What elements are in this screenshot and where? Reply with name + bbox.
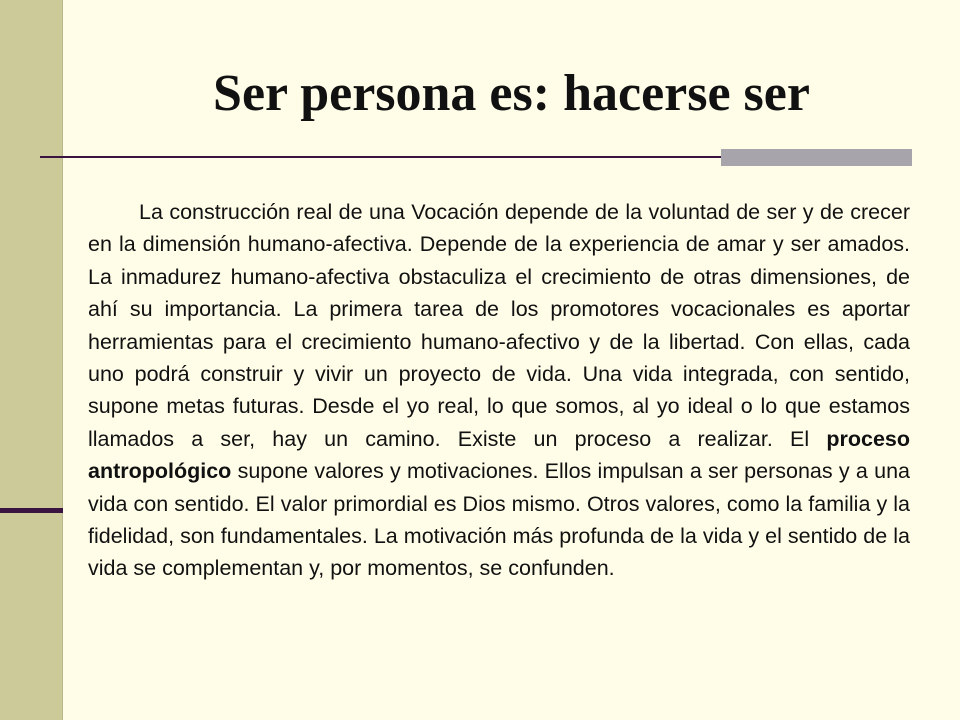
title-emphasis: hacerse ser: [563, 65, 810, 122]
sidebar-accent-line: [0, 508, 63, 513]
body-paragraph: [88, 196, 910, 585]
paragraph-bold-term: proceso antropológico: [88, 426, 910, 484]
paragraph-text-part1: La construcción real de una Vocación depende de la voluntad de ser y de crecer en la dimensión humano-afectiva. Depende de la experiencia de amar y ser amados. La inmadurez humano-afectiva obstaculiza el crecimiento de otras dimensiones, de ahí su importancia. La primera tarea de los promotores vocacionales es aportar herramientas para el crecimiento humano-afectivo y de la libertad. Con ellas, cada uno podrá construir y vivir un proyecto de vida. Una vida integrada, con sentido, supone metas futuras. Desde el yo real, lo que somos, al yo ideal o lo que estamos llamados a ser, hay un camino. Existe un proceso a realizar. El: [88, 200, 910, 451]
left-sidebar-band: [0, 0, 63, 720]
paragraph-text-part2: supone valores y motivaciones. Ellos impulsan a ser personas y a una vida con sentido. El valor primordial es Dios mismo. Otros valores, como la familia y la fidelidad, son fundamentales. La motivación más profunda de la vida y el sentido de la vida se complementan y, por momentos, se confunden.: [88, 459, 910, 581]
title-prefix: Ser persona es:: [213, 65, 564, 122]
title-accent-bar: [721, 149, 912, 166]
slide-title: [63, 58, 960, 130]
